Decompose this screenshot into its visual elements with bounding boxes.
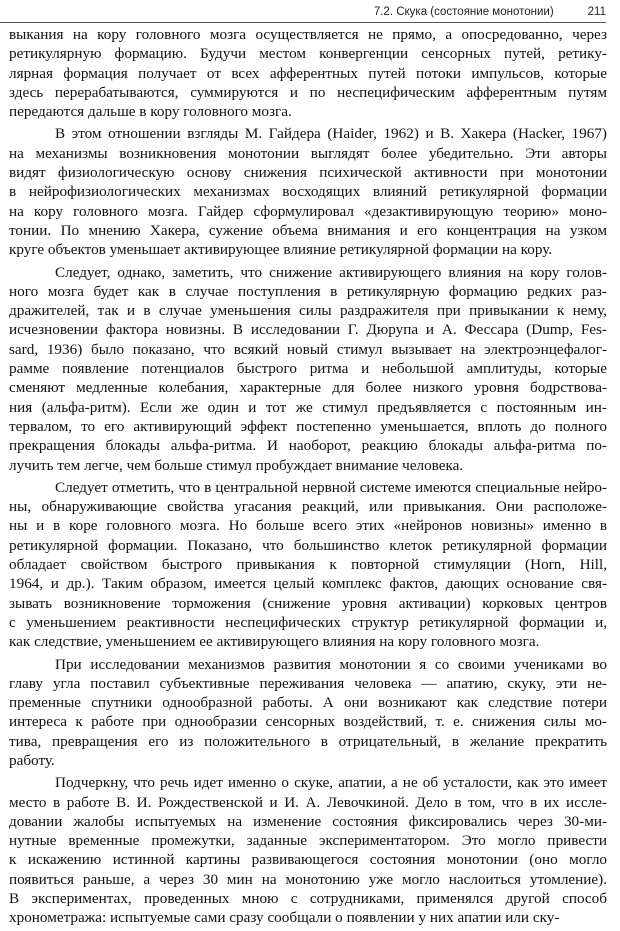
text-line: довании жалобы испытуемых на изменение состояния фиксировались через 30-ми- — [9, 812, 607, 830]
text-line: работу. — [9, 751, 55, 769]
text-line: с уменьшением реактивности неспецифических структур ретикулярной формации и, — [9, 613, 607, 631]
text-line: на кору головного мозга. Гайдер сформулировал «дезактивирующую теорию» моно- — [9, 202, 607, 220]
header-rule — [0, 22, 606, 23]
text-line: При исследовании механизмов развития монотонии я со своими учениками во — [55, 655, 607, 673]
text-line: сменяют медленные колебания, характерные для более низкого уровня бодрствова- — [9, 379, 607, 397]
paragraph — [9, 773, 607, 927]
text-line: Следует отметить, что в центральной нервной системе имеются специальные нейро- — [55, 478, 607, 496]
body-text — [9, 25, 607, 931]
text-line: хронометража: испытуемые сами сразу сообщали о появлении у них апатии или ску- — [9, 909, 560, 927]
text-line: на механизмы возникновения монотонии выглядят более убедительно. Эти авторы — [9, 144, 607, 162]
text-line: ны, обнаруживающие свойства угасания реакций, или привыкания. Они расположе- — [9, 498, 607, 516]
text-line: появиться раньше, а через 30 мин на монотонию уже могло наслоиться утомление). — [9, 870, 607, 888]
text-line: как следствие, уменьшением ее активирующего влияния на кору головного мозга. — [9, 633, 540, 651]
text-line: пременные спутники однообразной работы. А они возникают как следствие потери — [9, 694, 607, 712]
text-line: ретикулярной формации. Показано, что большинство клеток ретикулярной формации — [9, 536, 607, 554]
text-line: обладает свойством быстрого привыкания к повторной стимуляции (Horn, Hill, — [9, 556, 607, 574]
text-line: исчезновении фактора новизны. В исследовании Г. Дюрупа и А. Фессара (Dump, Fes- — [9, 321, 607, 339]
paragraph — [9, 655, 607, 771]
text-line: выкания на кору головного мозга осуществляется не прямо, а опосредованно, через — [9, 26, 607, 43]
text-line: здесь перерабатываются, суммируются и по неспецифическим афферентным путям — [9, 83, 607, 101]
text-line: Подчеркну, что речь идет именно о скуке, апатии, а не об усталости, как это имеет — [55, 774, 607, 792]
text-line: прекращения блокады альфа-ритма. И наоборот, реакцию блокады альфа-ритма по- — [9, 437, 607, 455]
text-line: ния (альфа-ритм). Если же один и тот же стимул предъявляется с постоянным ин- — [9, 398, 607, 416]
text-line: в нейрофизиологических механизмах восходящих влияний ретикулярной формации — [9, 183, 607, 201]
paragraph — [9, 124, 607, 259]
text-line: к искажению истинной картины развивающегося состояния монотонии (оно могло — [9, 851, 607, 869]
text-line: лучить тем легче, чем больше стимул пробуждает внимание человека. — [9, 456, 464, 474]
text-line: нутные временные промежутки, заданные экспериментатором. Это могло привести — [9, 832, 607, 850]
text-line: В этом отношении взгляды М. Гайдера (Haider, 1962) и В. Хакера (Hacker, 1967) — [55, 125, 607, 143]
text-line: интереса к работе при однообразии сенсорных воздействий, т. е. снижения силы мо- — [9, 713, 607, 731]
running-head — [374, 2, 606, 22]
text-line: лярная формация получает от всех афферентных путей потоки импульсов, которые — [9, 64, 607, 82]
text-line: В экспериментах, проведенных мною с сотрудниками, применялся другой способ — [9, 890, 607, 908]
text-line: ретикулярную формацию. Будучи местом конвергенции сенсорных путей, ретику- — [9, 45, 607, 63]
text-line: передаются дальше в кору головного мозга. — [9, 103, 292, 121]
text-line: рамме появление потенциалов быстрого ритма и небольшой амплитуды, которые — [9, 360, 607, 378]
text-line: Следует, однако, заметить, что снижение активирующего влияния на кору голов- — [55, 263, 607, 281]
text-line: дражителей, так и в случае уменьшения силы раздражителя при привыкании к нему, — [9, 302, 607, 320]
text-line: зывать возникновение торможения (снижение уровня активации) корковых центров — [9, 594, 607, 612]
text-line: ны и в коре головного мозга. Но больше всего этих «нейронов новизны» именно в — [9, 517, 607, 535]
text-line: ного мозга будет как в случае поступления в ретикулярную формацию редких раз- — [9, 282, 607, 300]
text-line: место в работе В. И. Рождественской и И. А. Левочкиной. Дело в том, что в их иссле- — [9, 793, 607, 811]
text-line: круге объектов уменьшает активирующее влияние ретикулярной формации на кору. — [9, 241, 553, 259]
text-line: sard, 1936) было показано, что всякий новый стимул вызывает на электроэнцефалог- — [9, 340, 607, 358]
paragraph — [9, 25, 607, 121]
paragraph — [9, 478, 607, 652]
paragraph — [9, 263, 607, 475]
text-line: главу угла поставил субъективные переживания человека — апатию, скуку, эти не- — [9, 674, 607, 692]
text-line: тонии. По мнению Хакера, сужение объема внимания и его концентрация на узком — [9, 221, 607, 239]
text-line: тервалом, то его активирующий эффект постепенно уменьшается, вплоть до полного — [9, 417, 607, 435]
text-line: тива, превращения его из положительного в отрицательный, в желание прекратить — [9, 732, 607, 750]
text-line: видят физиологическую основу снижения психической активности при монотонии — [9, 164, 607, 182]
section-title: 7.2. Скука (состояние монотонии) — [373, 6, 554, 18]
page-number: 211 — [587, 6, 606, 18]
text-line: 1964, и др.). Таким образом, имеется целый комплекс фактов, дающих основание свя- — [9, 575, 607, 593]
